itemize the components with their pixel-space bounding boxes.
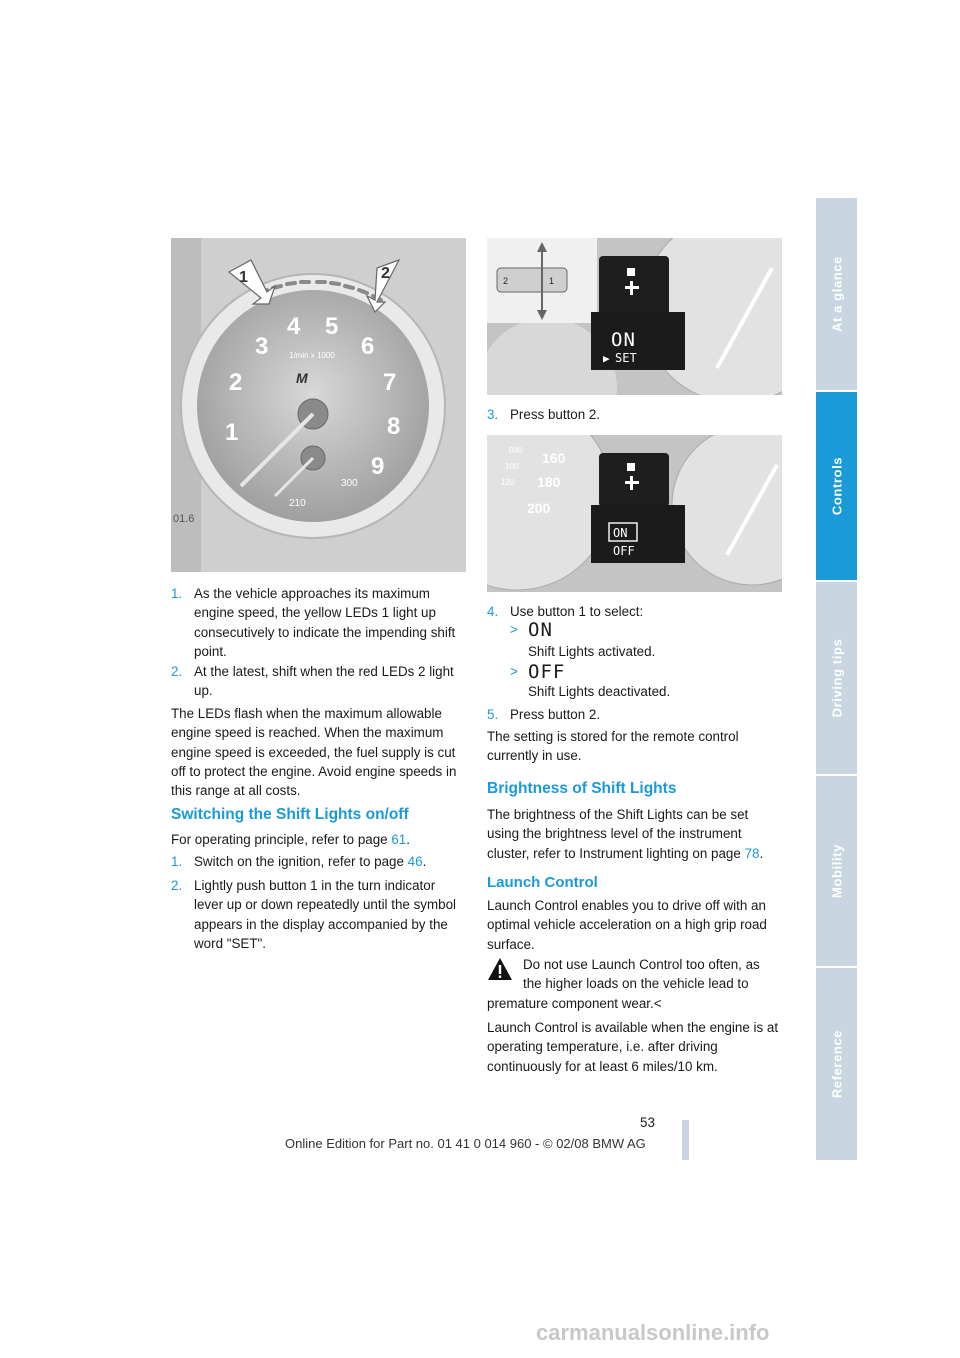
tachometer-figure <box>171 238 466 572</box>
paragraph: For operating principle, refer to page 61. <box>171 832 410 847</box>
footer-text: Online Edition for Part no. 01 41 0 014 960 - © 02/08 BMW AG <box>285 1136 646 1151</box>
list-number: 3. <box>487 407 499 422</box>
tab-label: Reference <box>829 1029 844 1099</box>
tab-mobility[interactable] <box>816 776 857 966</box>
display-off: OFF <box>613 544 635 558</box>
oil-temp-label: 210 <box>289 498 306 509</box>
display-on: ON <box>611 329 636 351</box>
paragraph: The LEDs flash when the maximum allowable engine speed is reached. When the maximum engine speed is exceeded, the fuel supply is cut off to protect the engine. Avoid engine speeds in this range at all costs. <box>171 706 457 799</box>
dial-number: 7 <box>383 369 397 396</box>
warning-text-a: Do not use Launch Control too often, as the higher loads on the vehicle lead to <box>523 957 760 992</box>
tab-label: Controls <box>829 456 844 516</box>
list-text: As the vehicle approaches its maximum engine speed, the yellow LEDs 1 light up consecutively to indicate the impending shift point. <box>194 586 456 659</box>
tab-driving-tips[interactable] <box>816 582 857 774</box>
dial-number: 8 <box>387 413 401 440</box>
dial-number: 5 <box>325 313 339 340</box>
oil-temp-label: 300 <box>341 478 358 489</box>
list-text: At the latest, shift when the red LEDs 2 light up. <box>194 664 454 699</box>
dial-number: 9 <box>371 453 385 480</box>
display-label: 01.6 <box>173 513 195 525</box>
paragraph: Launch Control is available when the engine is at operating temperature, i.e. after driving continuously for at least 6 miles/10 km. <box>487 1020 779 1074</box>
callout-2: 2 <box>503 276 509 286</box>
tab-label: Mobility <box>829 844 844 898</box>
tab-label: At a glance <box>829 256 844 332</box>
speedo-label: 160 <box>542 450 566 466</box>
bullet: > <box>510 664 518 679</box>
section-heading: Launch Control <box>487 874 598 891</box>
tab-at-a-glance[interactable] <box>816 198 857 390</box>
list-number: 4. <box>487 604 499 619</box>
callout-1: 1 <box>239 269 248 286</box>
list-number: 1. <box>171 586 183 601</box>
speedo-small: 080 <box>509 446 523 455</box>
callout-2: 2 <box>381 265 390 282</box>
page-link[interactable]: 61 <box>391 832 407 847</box>
dial-number: 3 <box>255 333 269 360</box>
dial-number: 1 <box>225 419 239 446</box>
speedo-small: 100 <box>505 462 519 471</box>
list-number: 5. <box>487 707 499 722</box>
list-number: 2. <box>171 878 183 893</box>
svg-text:M: M <box>296 370 308 386</box>
list-number: 2. <box>171 664 183 679</box>
section-heading: Brightness of Shift Lights <box>487 780 677 797</box>
list-text: Press button 2. <box>510 707 601 722</box>
off-symbol: OFF <box>528 661 566 683</box>
section-heading: Switching the Shift Lights on/off <box>171 806 409 823</box>
speedo-label: 200 <box>527 500 551 516</box>
on-off-display-figure <box>487 435 782 592</box>
callout-1: 1 <box>549 276 555 286</box>
tab-label: Driving tips <box>829 638 844 718</box>
turn-indicator-figure <box>487 238 782 395</box>
list-text: Lightly push button 1 in the turn indicator lever up or down repeatedly until the symbol appears in the display accompanied by the word "SET". <box>194 878 457 951</box>
dial-number: 2 <box>229 369 243 396</box>
dial-number: 6 <box>361 333 375 360</box>
warning-icon <box>487 956 513 982</box>
watermark: carmanualsonline.info <box>536 1320 770 1345</box>
speedo-small: 120 <box>501 478 515 487</box>
text: For operating principle, refer to page <box>171 832 388 847</box>
display-set: SET <box>615 351 637 365</box>
paragraph: Launch Control enables you to drive off with an optimal vehicle acceleration on a high grip road surface. <box>487 898 767 952</box>
page-link[interactable]: 46 <box>407 854 423 869</box>
display-on: ON <box>613 526 628 540</box>
paragraph: The setting is stored for the remote control currently in use. <box>487 729 739 764</box>
tab-controls[interactable] <box>816 392 857 580</box>
bullet: > <box>510 622 518 637</box>
list-text: Press button 2. <box>510 407 601 422</box>
on-symbol: ON <box>528 619 553 641</box>
list-text: Switch on the ignition, refer to page <box>194 854 404 869</box>
dial-unit: 1/min x 1000 <box>289 351 335 360</box>
text: The brightness of the Shift Lights can be set using the brightness level of the instrument cluster, refer to Instrument lighting on page <box>487 807 749 861</box>
speedo-label: 180 <box>537 474 561 490</box>
paragraph: The brightness of the Shift Lights can be set using the brightness level of the instrument cluster, refer to Instrument lighting on page 78. <box>487 807 764 861</box>
option-text: Shift Lights deactivated. <box>528 684 671 699</box>
page-link[interactable]: 78 <box>744 845 760 861</box>
list-number: 1. <box>171 854 183 869</box>
option-text: Shift Lights activated. <box>528 644 656 659</box>
dial-number: 4 <box>287 313 301 340</box>
end-marker: < <box>653 996 662 1011</box>
warning-text: premature component wear.< <box>487 996 662 1011</box>
list-text: Use button 1 to select: <box>510 604 644 619</box>
svg-text:▶: ▶ <box>603 352 610 365</box>
tab-reference[interactable] <box>816 968 857 1160</box>
page-marker <box>682 1120 689 1160</box>
page-number: 53 <box>640 1115 655 1130</box>
